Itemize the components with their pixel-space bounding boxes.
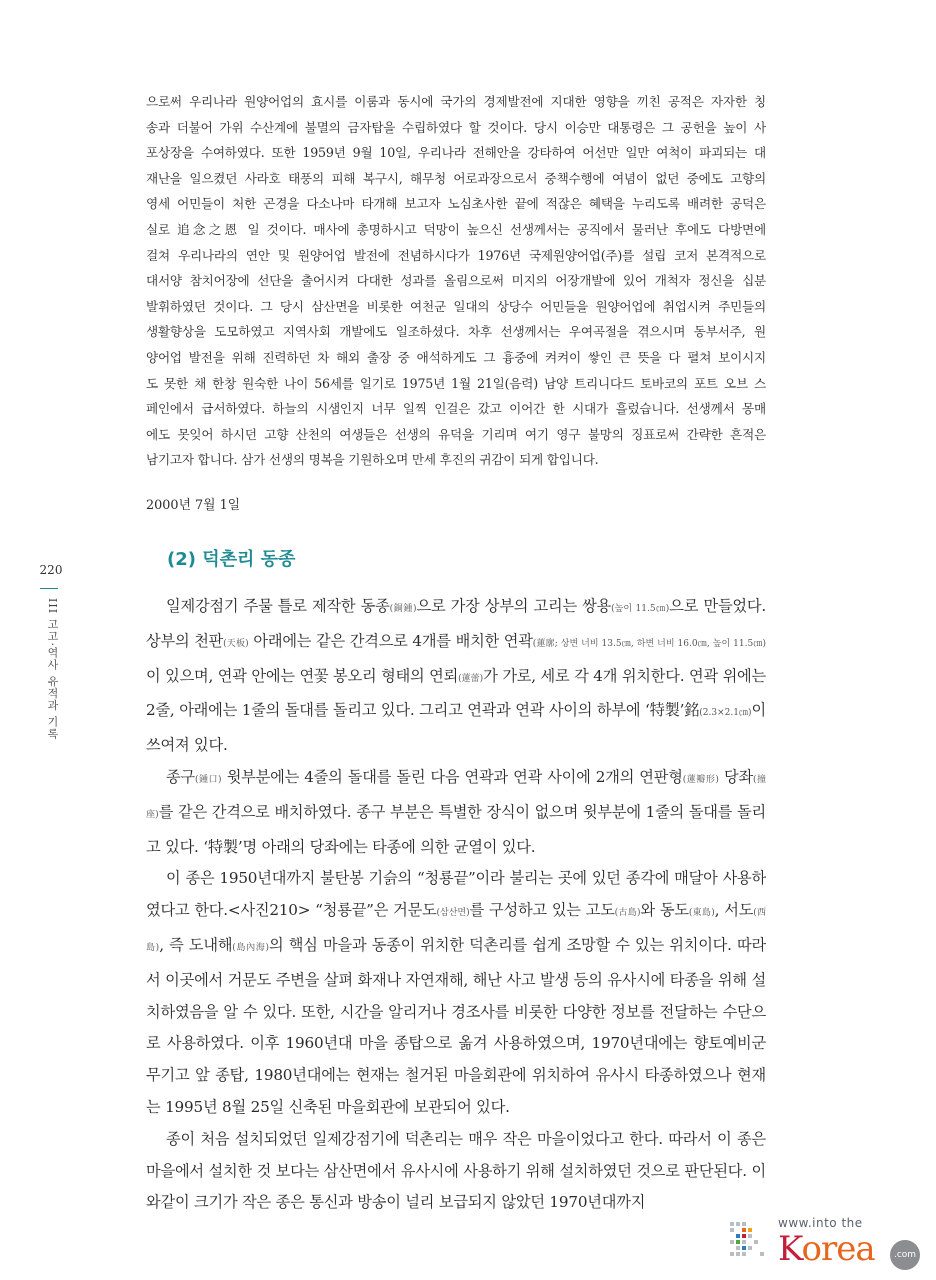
annotation: (蓮瓣形) — [682, 774, 719, 785]
upper-line: 으로써 우리나라 원양어업의 효시를 이룸과 동시에 국가의 경제발전에 지대한 영향을 끼친 공적은 자자한 칭 — [146, 94, 766, 109]
text-run: 를 구성하고 있는 고도 — [469, 901, 615, 920]
text-run: 으로 가장 상부의 고리는 쌍용 — [416, 597, 612, 615]
upper-line: 대서양 참치어장에 선단을 출어시켜 다대한 성과를 올림으로써 미지의 어장개발에 있어 개척자 정신을 십분 — [146, 273, 766, 289]
logo-letter-k: K — [778, 1229, 802, 1269]
upper-line: 포상장을 수여하였다. 또한 1959년 9월 10일, 우리나라 전해안을 강타하여 어선만 일만 여척이 파괴되는 대 — [146, 145, 766, 161]
text-run: 당좌 — [718, 767, 753, 786]
upper-text-block — [146, 89, 766, 473]
annotation: (東島) — [688, 908, 715, 919]
annotation: (2.3×2.1㎝) — [699, 708, 752, 719]
upper-line: 남기고자 합니다. 삼가 선생의 명복을 기원하오며 만세 후진의 귀감이 되게 합입니다. — [146, 452, 599, 468]
text-run: 종구 — [166, 767, 195, 786]
annotation: (삼산면) — [436, 908, 470, 919]
date-line: 2000년 7월 1일 — [146, 498, 241, 513]
page-number: 220 — [39, 563, 63, 577]
text-run: 아래에는 같은 간격으로 4개를 배치한 연곽 — [248, 631, 533, 650]
upper-line: 걸쳐 우리나라의 연안 및 원양어업 발전에 전념하시다가 1976년 국제원양어업(주)를 설립 코저 본격적으로 — [146, 247, 766, 263]
into-the-korea-logo[interactable] — [730, 1216, 924, 1276]
text-run: 와 동도 — [640, 901, 689, 920]
logo-com-badge: .com — [890, 1240, 920, 1270]
text-run: , 서도 — [714, 901, 754, 920]
text-run: 이 있으며, 연곽 안에는 연꽃 봉오리 형태의 연뢰 — [146, 666, 459, 685]
annotation: (西島) — [146, 908, 766, 953]
annotation: (높이 11.5㎝) — [611, 604, 670, 614]
upper-line: 도 못한 채 한창 원숙한 나이 56세를 일기로 1975년 1월 21일(음력) 남양 트리니다드 토바코의 포트 오브 스 — [146, 375, 766, 391]
annotation: (天板) — [223, 638, 249, 649]
upper-line: 발휘하였던 것이다. 그 당시 삼산면을 비롯한 여천군 일대의 상당수 어민들을 원양어업에 취업시켜 주민들의 — [146, 298, 766, 314]
annotation: (鍾口) — [194, 774, 222, 785]
page-number-rule — [40, 588, 58, 589]
text-run: 를 같은 간격으로 배치하였다. 종구 부분은 특별한 장식이 없으며 윗부분에 1줄의 돌대를 돌리고 있다. ‘特製’명 아래의 당좌에는 타종에 의한 균열이 있다. — [146, 802, 766, 856]
text-run: 종이 처음 설치되었던 일제강점기에 덕촌리는 매우 작은 마을이었다고 한다. 따라서 이 종은 마을에서 설치한 것 보다는 삼산면에서 유사시에 사용하기 위해 설치하였던 것으로 판단된다. 이와같이 크기가 작은 종은 통신과 방송이 널리 보급되지 않았던 1970년대까지 — [146, 1129, 766, 1212]
logo-pixel-mark — [730, 1222, 770, 1268]
paragraph-3 — [146, 863, 766, 1123]
text-run: 일제강점기 주물 틀로 제작한 동종 — [166, 597, 390, 615]
text-run: 이 종은 1950년대까지 불탄봉 기슭의 “청룡끝”이라 불리는 곳에 있던 종각에 매달아 사용하였다고 한다.<사진210> “청룡끝”은 거문도 — [146, 869, 766, 920]
annotation: (撞座) — [146, 774, 767, 820]
logo-wordmark — [778, 1228, 875, 1270]
logo-www-text: www.into the — [778, 1216, 863, 1230]
upper-line: 송과 더불어 가위 수산계에 불멸의 금자탑을 수립하였다 할 것이다. 당시 이승만 대통령은 그 공헌을 높이 사 — [146, 119, 766, 135]
paragraph-4 — [146, 1124, 766, 1219]
annotation: (蓮蕾) — [458, 673, 484, 684]
paragraph-2 — [146, 762, 766, 863]
upper-line: 실로 追念之恩 일 것이다. 매사에 총명하시고 덕망이 높으신 선생께서는 공직에서 물러난 후에도 다방면에 — [146, 221, 766, 237]
annotation: (古島) — [614, 908, 641, 919]
section-heading: (2) 덕촌리 동종 — [167, 549, 296, 570]
body-text — [146, 591, 766, 1219]
annotation: (島內海) — [232, 942, 269, 953]
paragraph-1 — [146, 591, 766, 762]
text-run: , 즉 도내해 — [159, 935, 233, 954]
text-run: 으로 만들었다. 상부의 천판 — [146, 597, 766, 650]
text-run: 윗부분에는 4줄의 돌대를 돌린 다음 연곽과 연곽 사이에 2개의 연판형 — [221, 767, 683, 786]
text-run: 의 핵심 마을과 동종이 위치한 덕촌리를 쉽게 조망할 수 있는 위치이다. 따라서 이곳에서 거문도 주변을 살펴 화재나 자연재해, 해난 사고 발생 등의 유사시에 타종을 위해 설치하였음을 알 수 있다. 또한, 시간을 알리거나 경조사를 비롯한 다양한 정보를 전달하는 수단으로 사용하였다. 이후 1960년대 마을 종탑으로 옮겨 사용하였으며, 1970년대에는 향토예비군 무기고 앞 종탑, 1980년대에는 현재는 철거된 마을회관에 위치하여 유사시 타종하였으나 현재는 1995년 8월 25일 신축된 마을회관에 보관되어 있다. — [146, 935, 766, 1116]
upper-line: 생활향상을 도모하였고 지역사회 개발에도 일조하셨다. 차후 선생께서는 우여곡절을 겪으시며 동부서주, 원 — [146, 324, 766, 340]
annotation: (蓮廓; 상변 너비 13.5㎝, 하변 너비 16.0㎝, 높이 11.5㎝) — [532, 638, 766, 649]
text-run: 가 가로, 세로 각 4개 위치한다. 연곽 위에는 2줄, 아래에는 1줄의 돌대를 돌리고 있다. 그리고 연곽과 연곽 사이의 하부에 ‘特製’銘 — [146, 666, 766, 720]
text-run: 이 쓰여져 있다. — [146, 701, 766, 755]
upper-line: 재난을 일으켰던 사라호 태풍의 피해 복구시, 해무청 어로과장으로서 중책수행에 여념이 없던 중에도 고향의 — [146, 170, 766, 186]
upper-line: 영세 어민들이 처한 곤경을 다소나마 타개해 보고자 노심초사한 끝에 적잖은 혜택을 누리도록 배려한 공덕은 — [146, 196, 766, 212]
upper-line: 페인에서 급서하였다. 하늘의 시샘인지 너무 일찍 인걸은 갔고 이어간 한 시대가 흘렀습니다. 선생께서 몽매 — [146, 401, 766, 417]
upper-line: 에도 못잊어 하시던 고향 산천의 여생들은 선생의 유덕을 기리며 여기 영구 불망의 징표로써 간략한 흔적은 — [146, 426, 766, 442]
chapter-side-label: III 고고·역사 유적과 기록 — [46, 598, 59, 741]
logo-letters: orea — [801, 1229, 875, 1269]
annotation: (銅鍾) — [389, 604, 417, 614]
upper-line: 양어업 발전을 위해 진력하던 차 해외 출장 중 애석하게도 그 흉중에 켜켜이 쌓인 큰 뜻을 다 펼쳐 보이시지 — [146, 349, 766, 365]
